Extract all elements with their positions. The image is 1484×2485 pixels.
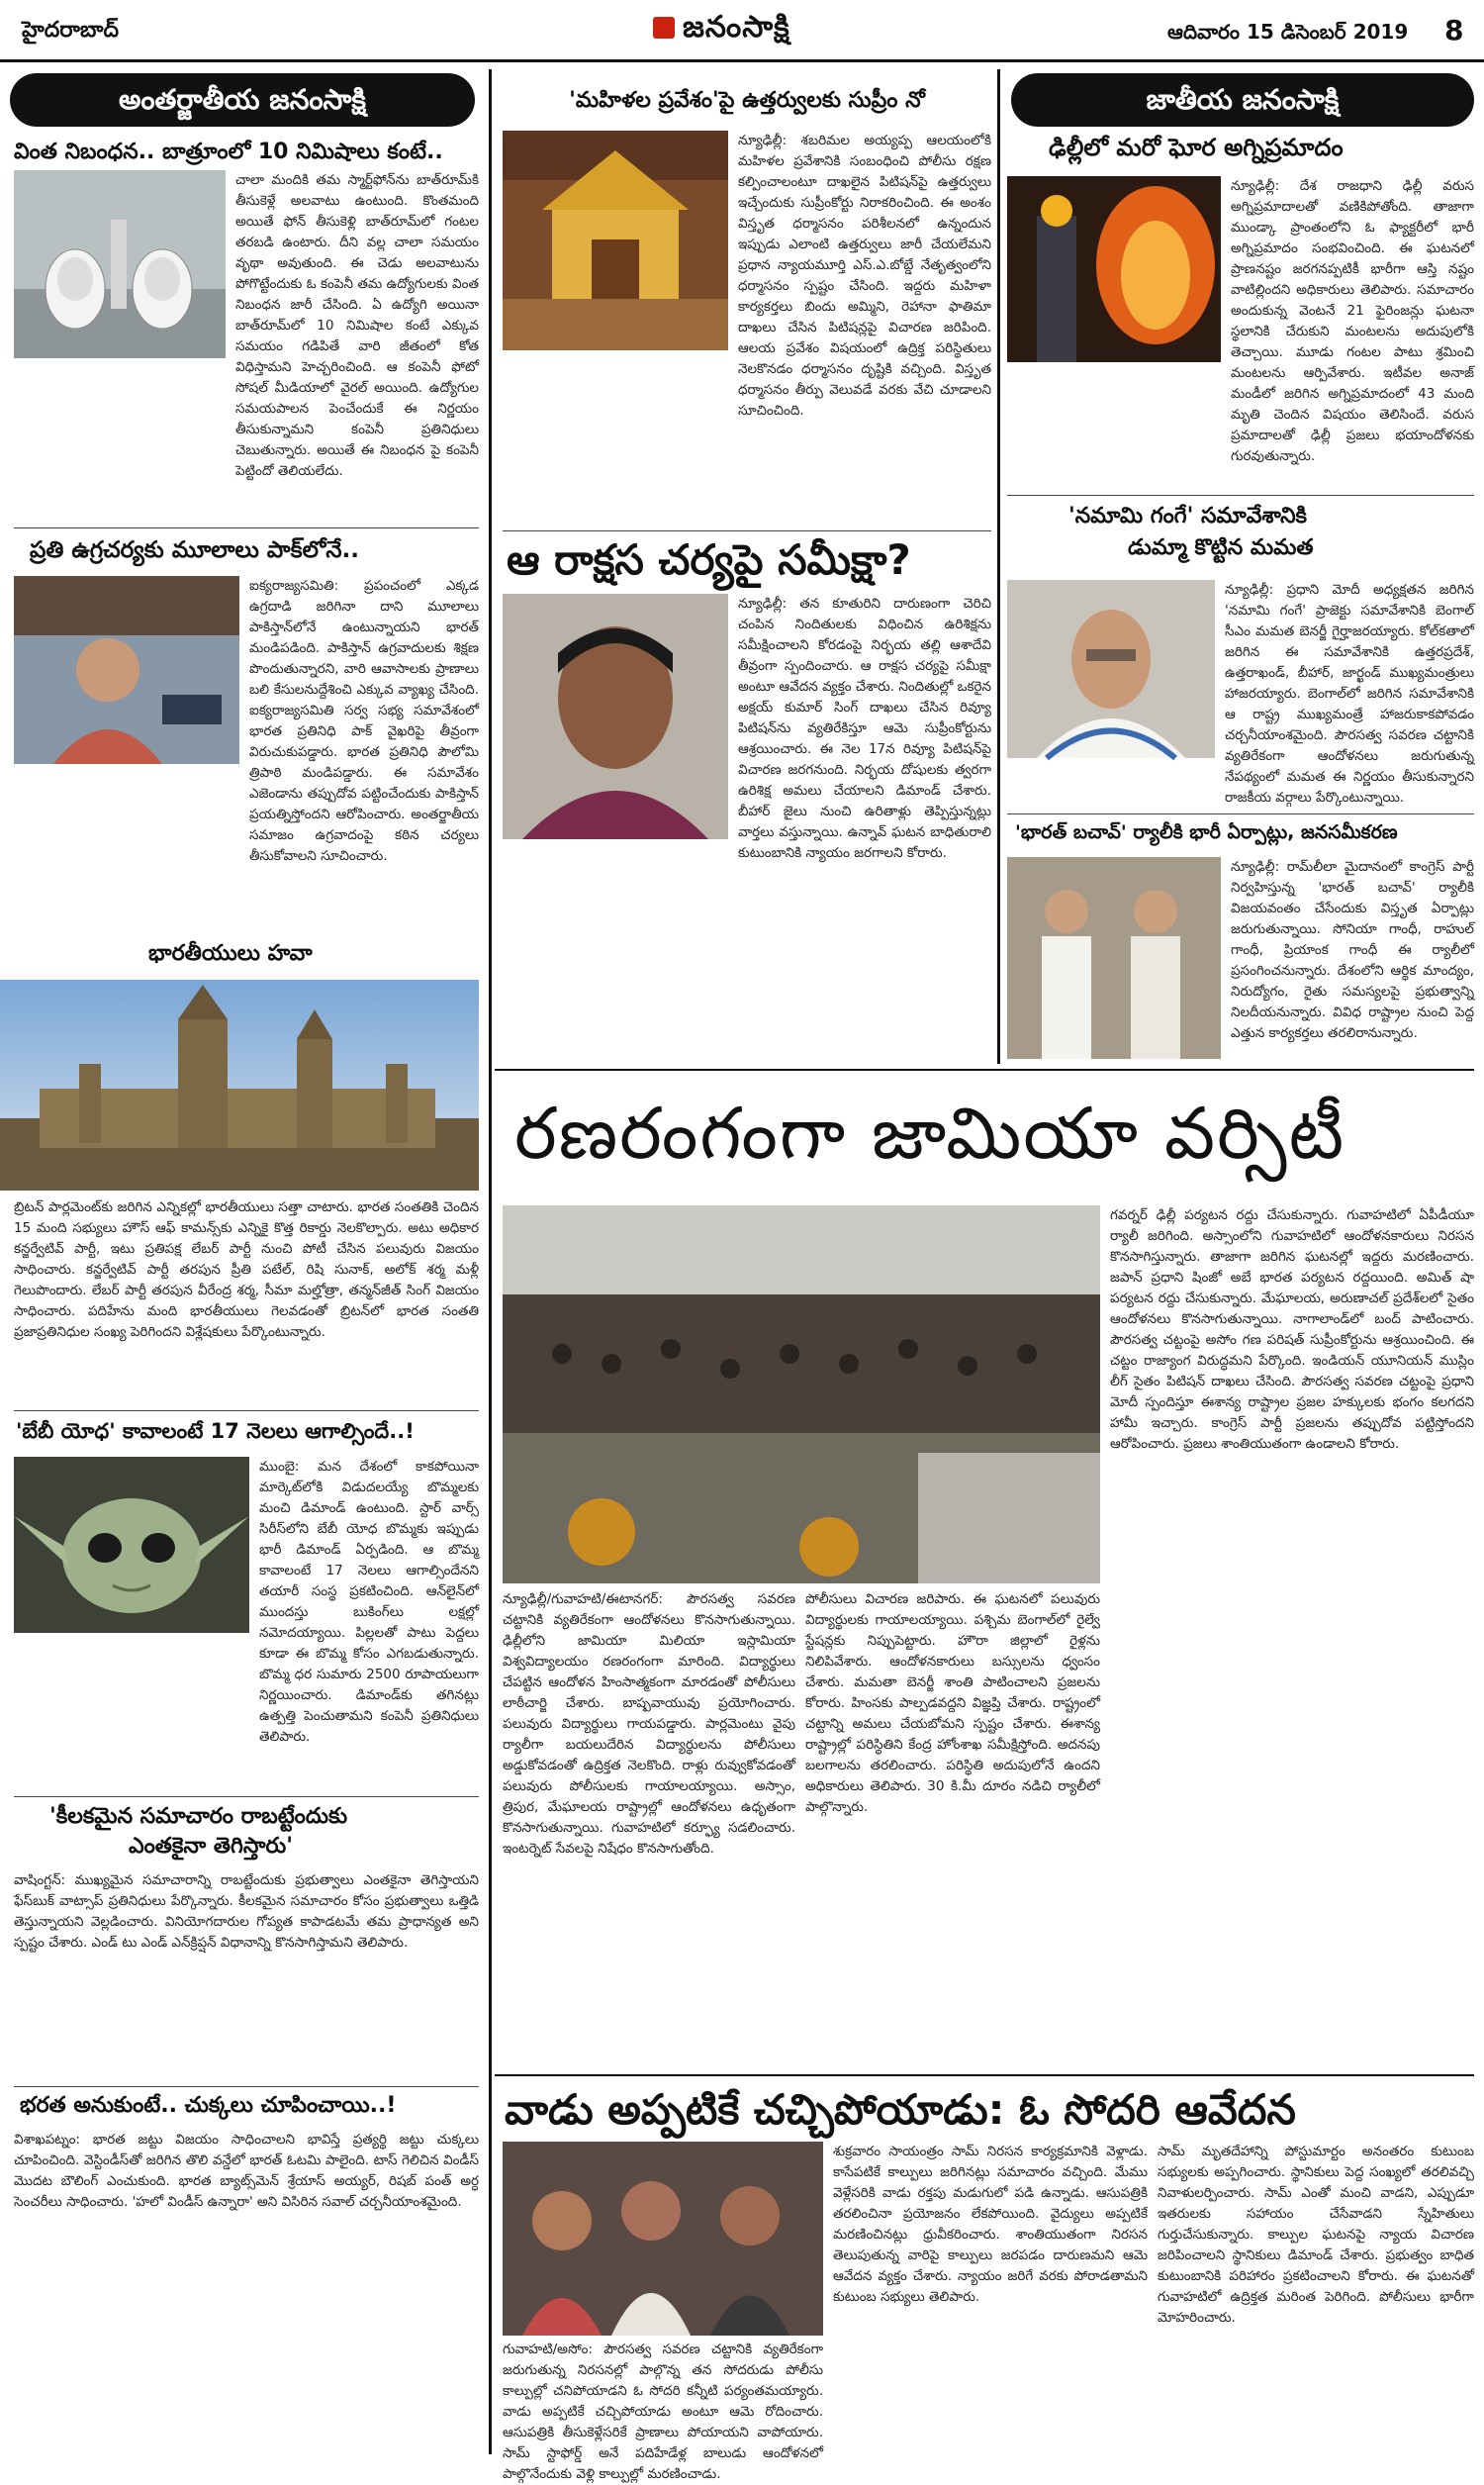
newspaper-masthead [653,10,790,51]
photo-uk-parliament [0,980,479,1191]
article-body-sabarimala: న్యూఢిల్లీ: శబరిమల అయ్యప్ప ఆలయంలోకి మహిళల ప్రవేశానికి సంబంధించి పోలీసు రక్షణ కల్పించాలంటూ దాఖలైన పిటిషన్‌పై ఉత్తర్వులు ఇచ్చేందుకు సుప్రీంకోర్టు నిరాకరించింది. ఈ అంశం విస్తృత ధర్మాసనం పరిశీలనలో ఉన్నందున ఇప్పుడు ఎలాంటి ఉత్తర్వులు జారీ చేయలేమని ప్రధాన న్యాయమూర్తి ఎస్.ఎ.బోబ్డే నేతృత్వంలోని ధర్మాసనం స్పష్టం చేసింది. ఇద్దరు మహిళా కార్యకర్తలు బిందు అమ్మిని, రెహానా ఫాతిమా దాఖలు చేసిన పిటిషన్లపై విచారణ జరిపింది. ఆలయ ప్రవేశం విషయంలో ఉద్రిక్త పరిస్థితులు నెలకొనడం ధర్మాసనం దృష్టికి వచ్చింది. విస్తృత ధర్మాసనం తీర్పు వెలువడే వరకు వేచి చూడాలని సూచించింది. [738,133,991,419]
edition-city: హైదరాబాద్ [22,18,119,43]
article-body-sister-col3: సామ్ మృతదేహాన్ని పోస్టుమార్టం అనంతరం కుటుంబ సభ్యులకు అప్పగించారు. స్థానికులు పెద్ద సంఖ్యలో తరలివచ్చి నివాళులర్పించారు. సామ్ ఎంతో మంచి వాడని, ఎప్పుడూ ఇతరులకు సహాయం చేసేవాడని స్నేహితులు గుర్తుచేసుకున్నారు. కాల్పుల ఘటనపై న్యాయ విచారణ జరిపించాలని స్థానికులు డిమాండ్ చేశారు. ప్రభుత్వం బాధిత కుటుంబానికి పరిహారం ప్రకటించాలని కోరారు. ఈ ఘటనతో గువాహటిలో ఉద్రిక్తత మరింత పెరిగింది. పోలీసులు భారీగా మోహరించారు. [1158,2144,1474,2326]
headline-sabarimala: 'మహిళల ప్రవేశం'పై ఉత్తర్వులకు సుప్రీం నో [569,88,925,113]
section-banner-national: జాతీయ జనంసాక్షి [1011,73,1474,127]
headline-govt-line1: 'కీలకమైన సమాచారం రాబట్టేందుకు [49,1804,348,1829]
temple-illustration [503,131,728,350]
article-body-sister-col2: శుక్రవారం సాయంత్రం సామ్ నిరసన కార్యక్రమానికి వెళ్లాడు. కాసేపటికే కాల్పులు జరిగినట్లు సమాచారం వచ్చింది. మేము వెళ్లేసరికి వాడు రక్తపు మడుగులో పడి ఉన్నాడు. ఆసుపత్రికి తరలించినా ప్రయోజనం లేకపోయింది. వైద్యులు అప్పటికే మరణించినట్లు ధ్రువీకరించారు. శాంతియుతంగా నిరసన తెలుపుతున్న వారిపై కాల్పులు జరపడం దారుణమని ఆమె ఆవేదన వ్యక్తం చేశారు. న్యాయం జరిగే వరకు పోరాడతామని కుటుంబ సభ్యులు తెలిపారు. [833,2144,1148,2305]
article-body-jamia-right: గవర్నర్ ఢిల్లీ పర్యటన రద్దు చేసుకున్నారు. గువాహటిలో ఏపీడీయూ ర్యాలీ జరిగింది. అస్సాంలోని గువాహటిలో ఆందోళనకారులు నిరసన కొనసాగిస్తున్నారు. తాజాగా జరిగిన ఘటనల్లో ఇద్దరు మరణించారు. జపాన్ ప్రధాని షింజో అబే భారత పర్యటన రద్దయింది. అమిత్ షా పర్యటన రద్దు చేసుకున్నారు. మేఘాలయ, అరుణాచల్ ప్రదేశ్‌లలో సైతం ఆందోళనలు కొనసాగుతున్నాయి. నాగాలాండ్‌లో బంద్ పాటించారు. పౌరసత్వ చట్టంపై అసోం గణ పరిషత్ సుప్రీంకోర్టును ఆశ్రయించింది. ఈ చట్టం రాజ్యాంగ విరుద్ధమని పేర్కొంది. ఇండియన్ యూనియన్ ముస్లిం లీగ్ సైతం పిటిషన్ దాఖలు చేసింది. పౌరసత్వ సవరణ చట్టంపై ప్రధాని మోదీ స్పందిస్తూ ఈశాన్య రాష్ట్రాల ప్రజల హక్కులకు భంగం కలగదని హామీ ఇచ్చారు. కాంగ్రెస్ పార్టీ ప్రజలను తప్పుదోవ పట్టిస్తోందని ఆరోపించారు. ప్రజలు శాంతియుతంగా ఉండాలని కోరారు. [1110,1207,1474,1452]
article-body-sabarimala-cont [503,354,991,525]
headline-rally: 'భారత్ బచావ్' ర్యాలీకి భారీ ఏర్పాట్లు, జనసమీకరణ [1015,821,1398,843]
article-body-mamata: న్యూఢిల్లీ: ప్రధాని మోదీ అధ్యక్షతన జరిగిన 'నమామి గంగే' ప్రాజెక్టు సమావేశానికి బెంగాల్ సీఎం మమత బెనర్జీ గైర్హాజరయ్యారు. కోల్‌కతాలో జరిగిన ఈ సమావేశానికి ఉత్తరప్రదేశ్, ఉత్తరాఖండ్, బీహార్, జార్ఖండ్ ముఖ్యమంత్రులు హాజరయ్యారు. బెంగాల్‌లో జరిగిన సమావేశానికి ఆ రాష్ట్ర ముఖ్యమంత్రే హాజరుకాకపోవడం చర్చనీయాంశమైంది. పౌరసత్వ సవరణ చట్టానికి వ్యతిరేకంగా ఆందోళనలు జరుగుతున్న నేపథ్యంలో మమత ఈ నిర్ణయం తీసుకున్నారని రాజకీయ వర్గాలు పేర్కొంటున్నాయి. [1225,582,1474,806]
column-divider [997,69,1000,1064]
divider [1007,813,1474,814]
article-body-nirbhaya-cont [503,843,991,1059]
toilet-illustration [14,170,226,358]
divider [503,530,991,531]
headline-govt-line2: ఎంతకైనా తెగిస్తారు' [129,1834,293,1859]
masthead-bar [0,0,1484,62]
photo-jamia-protest [503,1205,1100,1583]
headline-uk: భారతీయులు హవా [148,941,313,966]
article-body-sister-col1: గువాహటి/అసోం: పౌరసత్వ సవరణ చట్టానికి వ్యతిరేకంగా జరుగుతున్న నిరసనల్లో పాల్గొన్న తన సోదరుడు పోలీసు కాల్పుల్లో చనిపోయాడని ఓ సోదరి కన్నీటి పర్యంతమయ్యారు. వాడు అప్పటికే చచ్చిపోయాడు అంటూ ఆమె రోదించారు. ఆసుపత్రికి తీసుకెళ్లేసరికే ప్రాణాలు పోయాయని వాపోయారు. సామ్ స్టాఫోర్డ్ అనే పదిహేడేళ్ల బాలుడు ఆందోళనలో పాల్గొనేందుకు వెళ్లి కాల్పుల్లో మరణించాడు. [503,2342,823,2482]
parliament-illustration [0,980,479,1191]
divider [14,2086,479,2087]
mamata-illustration [1007,580,1215,758]
article-body-uk: బ్రిటన్ పార్లమెంట్‌కు జరిగిన ఎన్నికల్లో భారతీయులు సత్తా చాటారు. భారత సంతతికి చెందిన 15 మంది సభ్యులు హౌస్ ఆఫ్ కామన్స్‌కు ఎన్నికై కొత్త రికార్డు నెలకొల్పారు. అటు అధికార కన్జర్వేటివ్ పార్టీ, ఇటు ప్రతిపక్ష లేబర్ పార్టీ నుంచి పోటీ చేసిన పలువురు విజయం సాధించారు. కన్జర్వేటివ్ పార్టీ తరపున ప్రీతి పటేల్, రిషి సునాక్, అలోక్ శర్మ మళ్లీ గెలుపొందారు. లేబర్ పార్టీ తరపున వీరేంద్ర శర్మ, సీమా మల్హోత్రా, తన్మన్‌జీత్ సింగ్ విజయం సాధించారు. పదిహేను మంది భారతీయులు గెలవడంతో బ్రిటన్‌లో భారత సంతతి ప్రజాప్రతినిధుల సంఖ్య పెరిగిందని విశ్లేషకులు పేర్కొంటున్నారు. [14,1199,479,1340]
article-body-jamia-col1: న్యూఢిల్లీ/గువాహటి/ఈటానగర్: పౌరసత్వ సవరణ చట్టానికి వ్యతిరేకంగా ఆందోళనలు కొనసాగుతున్నాయి. ఢిల్లీలోని జామియా మిలియా ఇస్లామియా విశ్వవిద్యాలయం రణరంగంగా మారింది. విద్యార్థులు చేపట్టిన ఆందోళన హింసాత్మకంగా మారడంతో పోలీసులు లాఠీచార్జి చేశారు. బాష్పవాయువు ప్రయోగించారు. పలువురు విద్యార్థులు గాయపడ్డారు. పార్లమెంటు వైపు ర్యాలీగా బయలుదేరిన విద్యార్థులను పోలీసులు అడ్డుకోవడంతో ఉద్రిక్తత నెలకొంది. రాళ్లు రువ్వుకోవడంతో పలువురు పోలీసులకు గాయాలయ్యాయి. అస్సాం, త్రిపుర, మేఘాలయ రాష్ట్రాల్లో ఆందోళనలు ఉధృతంగా కొనసాగుతున్నాయి. గువాహటిలో కర్ఫ్యూ సడలించారు. ఇంటర్నెట్ సేవలపై నిషేధం కొనసాగుతోంది. [503,1591,795,1857]
headline-mamata-line2: డుమ్మా కొట్టిన మమత [1128,535,1314,560]
fire-illustration [1007,176,1221,362]
headline-cricket: భరత అనుకుంటే.. చుక్కలు చూపించాయి..! [20,2093,397,2118]
headline-baby-yoda: 'బేబీ యోధ' కావాలంటే 17 నెలలు ఆగాల్సిందే..! [16,1419,415,1443]
photo-baby-yoda [14,1457,249,1633]
photo-fire [1007,176,1221,362]
article-body-baby-yoda-cont [14,1637,479,1785]
column-divider [489,1168,492,2454]
article-body-terror: ఐక్యరాజ్యసమితి: ప్రపంచంలో ఎక్కడ ఉగ్రదాడి జరిగినా దాని మూలాలు పాకిస్తాన్‌లోనే ఉంటున్నాయని భారత్ మండిపడింది. పాకిస్తాన్ ఉగ్రవాదులకు శిక్షణ పొందుతున్నారని, వారి ఆవాసాలకు ప్రాణాలు బలి కేసులనుద్దేశించి ఎక్కువ వ్యాఖ్య చేసింది. ఐక్యరాజ్యసమితి సర్వ సభ్య సమావేశంలో భారత ప్రతినిధి పాక్ వైఖరిపై తీవ్రంగా విరుచుకుపడ్డారు. భారత ప్రతినిధి పౌలోమి త్రిపాఠి మండిపడ్డారు. ఈ సమావేశం ఎజెండాను తప్పుదోవ పట్టించేందుకు పాకిస్తాన్ ప్రయత్నిస్తోందని ఆరోపించారు. అంతర్జాతీయ సమాజం ఉగ్రవాదంపై కఠిన చర్యలు తీసుకోవాలని సూచించారు. [249,578,479,864]
article-body-baby-yoda: ముంబై: మన దేశంలో కాకపోయినా మార్కెట్‌లోకి విడుదలయ్యే బొమ్మలకు మంచి డిమాండ్ ఉంటుంది. స్టార్ వార్స్ సిరీస్‌లోని బేబీ యోధ బొమ్మకు ఇప్పుడు భారీ డిమాండ్ ఏర్పడింది. ఆ బొమ్మ కావాలంటే 17 నెలలు ఆగాల్సిందేనని తయారీ సంస్థ ప్రకటించింది. ఆన్‌లైన్‌లో ముందస్తు బుకింగ్‌లు లక్షల్లో నమోదయ్యాయి. పిల్లలతో పాటు పెద్దలు కూడా ఈ బొమ్మ కోసం ఎగబడుతున్నారు. బొమ్మ ధర సుమారు 2500 రూపాయలుగా నిర్ణయించారు. డిమాండ్‌కు తగినట్లు ఉత్పత్తి పెంచుతామని కంపెనీ ప్రతినిధులు తెలిపారు. [259,1459,479,1745]
column-divider [489,69,492,1168]
article-body-bathroom-cont [14,362,479,523]
photo-un-delegate [14,576,239,764]
divider [14,1796,479,1797]
baby-yoda-illustration [14,1457,249,1633]
photo-asha-devi [503,594,728,839]
headline-sister: వాడు అప్పటికే చచ్చిపోయాడు: ఓ సోదరి ఆవేదన [505,2085,1296,2134]
article-body-cricket: విశాఖపట్నం: భారత జట్టు విజయం సాధించాలని భావిస్తే ప్రత్యర్థి జట్టు చుక్కలు చూపించింది. వెస్టిండీస్‌తో జరిగిన తొలి వన్డేలో భారత్ ఓటమి పాలైంది. టాస్ గెలిచిన విండీస్ మొదట బౌలింగ్ ఎంచుకుంది. భారత బ్యాట్స్‌మెన్ శ్రేయాస్ అయ్యర్, రిషబ్ పంత్ అర్ధ సెంచరీలు సాధించారు. 'హలో విండీస్ ఉన్నారా' అని విసిరిన సవాల్ చర్చనీయాంశమైంది. [14,2132,479,2210]
grief-illustration [503,2142,823,2336]
headline-fire: ఢిల్లీలో మరో ఘోర అగ్నిప్రమాదం [1049,134,1344,161]
headline-mamata-line1: 'నమామి గంగే' సమావేశానికి [1068,504,1308,528]
protest-illustration [503,1205,1100,1583]
portrait-illustration [503,594,728,839]
photo-rally-leaders [1007,857,1221,1059]
headline-terror: ప్రతి ఉగ్రచర్యకు మూలాలు పాక్‌లోనే.. [30,537,359,563]
masthead-title: జనంసాక్షి [683,10,790,45]
photo-toilets [14,170,226,358]
leaders-illustration [1007,857,1221,1059]
page-number: 8 [1444,14,1464,47]
divider [495,1069,1474,1071]
article-body-jamia-col2: పోలీసులు విచారణ జరిపారు. ఈ ఘటనలో పలువురు విద్యార్థులకు గాయాలయ్యాయి. పశ్చిమ బెంగాల్‌లో రైల్వే స్టేషన్లకు నిప్పుపెట్టారు. హౌరా జిల్లాలో రైళ్లను నిలిపివేశారు. ఆందోళనకారులు బస్సులను ధ్వంసం చేశారు. మమతా బెనర్జీ శాంతి పాటించాలని ప్రజలను కోరారు. హింసకు పాల్పడవద్దని విజ్ఞప్తి చేశారు. రాష్ట్రంలో చట్టాన్ని అమలు చేయబోమని స్పష్టం చేశారు. ఈశాన్య రాష్ట్రాల్లో పరిస్థితిని కేంద్ర హోంశాఖ సమీక్షిస్తోంది. అదనపు బలగాలను తరలించారు. పరిస్థితి అదుపులోనే ఉందని అధికారులు తెలిపారు. 30 కి.మీ దూరం నడిచి ర్యాలీలో పాల్గొన్నారు. [805,1591,1100,1815]
headline-nirbhaya: ఆ రాక్షస చర్యపై సమీక్షా? [507,535,911,584]
article-body-govt: వాషింగ్టన్: ముఖ్యమైన సమాచారాన్ని రాబట్టేందుకు ప్రభుత్వాలు ఎంతకైనా తెగిస్తాయని ఫేస్‌బుక్ వాట్సాప్ ప్రతినిధులు పేర్కొన్నారు. కీలకమైన సమాచారం కోసం ప్రభుత్వాలు ఒత్తిడి తెస్తున్నాయని వెల్లడించారు. వినియోగదారుల గోప్యత కాపాడటమే తమ ప్రాధాన్యత అని స్పష్టం చేశారు. ఎండ్ టు ఎండ్ ఎన్‌క్రిప్షన్ విధానాన్ని కొనసాగిస్తామని తెలిపారు. [14,1872,479,1951]
divider [14,527,479,528]
article-body-terror-cont [14,768,479,916]
article-body-bathroom: చాలా మందికి తమ స్మార్ట్‌ఫోన్‌ను బాత్‌రూమ్‌కి తీసుకెళ్లే అలవాటు ఉంటుంది. కొంతమంది అయితే ఫోన్ తీసుకెళ్లి బాత్‌రూమ్‌లో గంటల తరబడి ఉంటారు. దీని వల్ల చాలా సమయం వృథా అవుతుంది. ఈ చెడు అలవాటును పోగొట్టేందుకు ఓ కంపెనీ తమ ఉద్యోగులకు వింత నిబంధన జారీ చేసింది. ఏ ఉద్యోగి అయినా బాత్‌రూమ్‌లో 10 నిమిషాల కంటే ఎక్కువ సమయం గడిపితే వారి జీతంలో కోత విధిస్తామని హెచ్చరించింది. ఆ కంపెనీ ఫోటో సోషల్ మీడియాలో వైరల్ అయింది. ఉద్యోగుల సమయపాలన పెంచేందుకే ఈ నిర్ణయం తీసుకున్నామని కంపెనీ ప్రతినిధులు చెబుతున్నారు. అయితే ఈ నిబంధన పై కంపెనీ పెట్టిందో తెలియలేదు. [235,172,479,479]
delegate-illustration [14,576,239,764]
article-body-nirbhaya: న్యూఢిల్లీ: తన కూతురిని దారుణంగా చెరిచి చంపిన నిందితులకు విధించిన ఉరిశిక్షను సమీక్షించాలని కోరడంపై నిర్భయ తల్లి ఆశాదేవి తీవ్రంగా స్పందించారు. ఆ రాక్షస చర్యపై సమీక్షా అంటూ ఆవేదన వ్యక్తం చేశారు. నిందితుల్లో ఒకరైన అక్షయ్ కుమార్ సింగ్ దాఖలు చేసిన రివ్యూ పిటిషన్‌ను వ్యతిరేకిస్తూ ఆమె సుప్రీంకోర్టును ఆశ్రయించారు. ఈ నెల 17న రివ్యూ పిటిషన్‌పై విచారణ జరగనుంది. నిర్భయ దోషులకు త్వరగా ఉరిశిక్ష అమలు చేయాలని డిమాండ్ చేశారు. బీహార్ జైలు నుంచి ఉరితాళ్లు తెప్పిస్తున్నట్లు వార్తలు వస్తున్నాయి. ఉన్నావ్ ఘటన బాధితురాలి కుటుంబానికి న్యాయం జరగాలని కోరారు. [738,596,991,861]
headline-bathroom: వింత నిబంధన.. బాత్రూంలో 10 నిమిషాలు కంటే.. [14,140,443,164]
photo-mamata [1007,580,1215,758]
article-body-mamata-cont [1007,762,1474,808]
divider [495,2074,1474,2076]
section-banner-international: అంతర్జాతీయ జనంసాక్షి [10,73,475,127]
article-body-fire: న్యూఢిల్లీ: దేశ రాజధాని ఢిల్లీ వరుస అగ్నిప్రమాదాలతో వణికిపోతోంది. తాజాగా ముండ్కా ప్రాంతంలోని ఓ ఫ్యాక్టరీలో భారీ అగ్నిప్రమాదం సంభవించింది. ఈ ఘటనలో ప్రాణనష్టం జరగనప్పటికీ భారీగా ఆస్తి నష్టం వాటిల్లిందని అధికారులు తెలిపారు. సమాచారం అందుకున్న వెంటనే 21 ఫైరింజన్లు ఘటనా స్థలానికి చేరుకుని మంటలను అదుపులోకి తెచ్చాయి. మూడు గంటల పాటు శ్రమించి మంటలను ఆర్పివేశారు. ఇటీవల అనాజ్ మండీలో జరిగిన అగ్నిప్రమాదంలో 43 మంది మృతి చెందిన విషయం తెలిసిందే. వరుస ప్రమాదాలతో ఢిల్లీ ప్రజలు భయాందోళనకు గురవుతున్నారు. [1231,178,1474,464]
article-body-rally: న్యూఢిల్లీ: రామ్‌లీలా మైదానంలో కాంగ్రెస్ పార్టీ నిర్వహిస్తున్న 'భారత్ బచావ్' ర్యాలీకి విజయవంతం చేసేందుకు విస్తృత ఏర్పాట్లు జరుగుతున్నాయి. సోనియా గాంధీ, రాహుల్ గాంధీ, ప్రియాంక గాంధీ ఈ ర్యాలీలో ప్రసంగించనున్నారు. దేశంలోని ఆర్థిక మాంద్యం, నిరుద్యోగం, రైతు సమస్యలపై ప్రభుత్వాన్ని నిలదీయనున్నారు. వివిధ రాష్ట్రాల నుంచి పెద్ద ఎత్తున కార్యకర్తలు తరలిరానున్నారు. [1231,859,1474,1041]
masthead-logo-icon [653,17,675,39]
headline-jamia: రణరంగంగా జామియా వర్సిటీ [514,1092,1346,1175]
divider [1007,495,1474,496]
divider [14,1410,479,1411]
article-body-fire-cont [1007,366,1474,489]
photo-grieving-women [503,2142,823,2336]
photo-sabarimala-temple [503,131,728,350]
issue-date: ఆదివారం 15 డిసెంబర్ 2019 [1167,20,1409,44]
